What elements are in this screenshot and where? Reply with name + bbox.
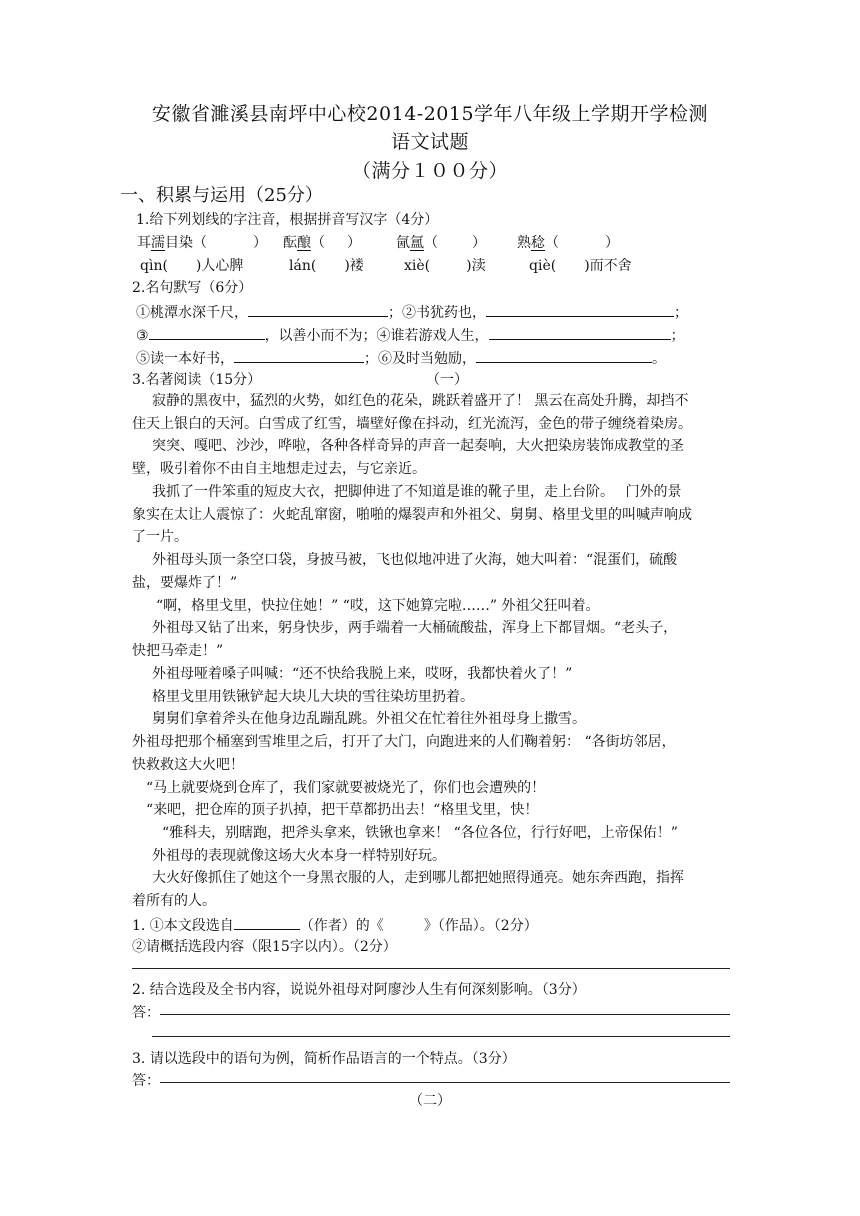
- passage-line: 舅舅们拿着斧头在他身边乱蹦乱跳。外祖父在忙着往外祖母身上撒雪。: [152, 711, 586, 727]
- answer-blank[interactable]: [248, 301, 388, 317]
- passage-line: 我抓了一件笨重的短皮大衣，把脚伸进了不知道是谁的靴子里，走上台阶。 门外的景: [152, 484, 682, 500]
- hanzi-item: lán( )褛: [289, 258, 364, 274]
- passage-line: 住天上银白的天河。白雪成了红雪，墙壁好像在抖动，红光流泻，金色的带子缠绕着染房。: [132, 416, 692, 432]
- part-two-label: （二）: [409, 1093, 451, 1109]
- answer-blank[interactable]: [149, 324, 265, 340]
- answer-line[interactable]: [132, 968, 730, 969]
- passage-line: 大火好像抓住了她这个一身黑衣服的人，走到哪儿都把她照得通亮。她东奔西跑，指挥: [152, 870, 684, 886]
- subquestion-1-2: ②请概括选段内容（限15字以内）。（2分）: [132, 939, 397, 955]
- passage-line: 格里戈里用铁锹铲起大块儿大块的雪往染坊里扔着。: [152, 689, 474, 705]
- answer-blank[interactable]: [486, 301, 674, 317]
- passage-line: 了一片。: [132, 529, 188, 545]
- passage-line: 快救救这大火吧！: [132, 757, 244, 773]
- passage-line: “来吧，把仓库的顶子扒掉，把干草都扔出去！“格里戈里，快！: [146, 802, 539, 818]
- author-blank[interactable]: [234, 914, 300, 930]
- hanzi-item: xiè( )渎: [404, 258, 486, 274]
- recitation-line: ①桃潭水深千尺， ；②书犹药也， ；: [136, 301, 688, 323]
- hanzi-item: qìn( )人心脾: [140, 258, 244, 274]
- passage-line: 盐，要爆炸了！”: [132, 575, 238, 591]
- pinyin-item: 氤氲（ ）: [396, 235, 486, 251]
- passage-line: 外祖母头顶一条空口袋，身披马被，飞也似地冲进了火海，她大叫着：“混蛋们，硫酸: [152, 552, 678, 568]
- answer-blank[interactable]: [489, 324, 671, 340]
- q3-prompt: 3.名著阅读（15分）: [132, 372, 262, 388]
- q1-prompt: 1.给下列划线的字注音，根据拼音写汉字（4分）: [136, 212, 439, 228]
- passage-line: 着所有的人。: [132, 893, 216, 909]
- passage-line: 壁，吸引着你不由自主地想走过去，与它亲近。: [132, 461, 426, 477]
- pinyin-item: 酝酿（ ）: [283, 235, 361, 251]
- passage-line: 象实在太让人震惊了：火蛇乱窜窗，啪啪的爆裂声和外祖父、舅舅、格里戈里的叫喊声响成: [132, 507, 692, 523]
- passage-line: 突突、嘎吧、沙沙，哗啦，各种各样奇异的声音一起奏响，大火把染房装饰成教堂的圣: [152, 438, 684, 454]
- answer-line[interactable]: [160, 1082, 730, 1083]
- recitation-line: ⑤读一本好书， ；⑥及时当勉励， 。: [136, 347, 666, 369]
- answer-blank[interactable]: [234, 347, 364, 363]
- answer-label: 答：: [132, 1005, 160, 1021]
- score-note: （满分１００分）: [351, 160, 508, 182]
- subquestion-3: 3. 请以选段中的语句为例，简析作品语言的一个特点。（3分）: [132, 1051, 516, 1067]
- answer-label: 答：: [132, 1073, 160, 1089]
- passage-line: 外祖母把那个桶塞到雪堆里之后，打开了大门，向跑进来的人们鞠着躬： “各街坊邻居，: [132, 734, 676, 750]
- q2-prompt: 2.名句默写（6分）: [132, 280, 253, 296]
- part-label: （一）: [426, 372, 468, 388]
- passage-line: 外祖母的表现就像这场大火本身一样特别好玩。: [152, 848, 446, 864]
- passage-line: 外祖母哑着嗓子叫喊：“还不快给我脱上来，哎呀，我都快着火了！”: [152, 666, 573, 682]
- subquestion-1: 1. ①本文段选自 （作者）的《 》（作品）。（2分）: [132, 914, 538, 936]
- passage-line: 快把马牵走！”: [132, 643, 224, 659]
- passage-line: 寂静的黑夜中，猛烈的火势，如红色的花朵，跳跃着盛开了！ 黑云在高处升腾，却挡不: [152, 393, 689, 409]
- section-heading: 一、积累与运用（25分）: [120, 185, 323, 206]
- passage-line: “马上就要烧到仓库了，我们家就要被烧光了，你们也会遭殃的！: [146, 780, 546, 796]
- answer-line[interactable]: [160, 1014, 730, 1015]
- answer-blank[interactable]: [476, 347, 652, 363]
- hanzi-item: qiè( )而不舍: [529, 258, 632, 274]
- answer-line[interactable]: [152, 1036, 730, 1037]
- recitation-line: ③ ，以善小而不为；④谁若游戏人生， ；: [136, 324, 685, 346]
- exam-title: 安徽省濉溪县南坪中心校2014-2015学年八年级上学期开学检测: [151, 103, 709, 125]
- subquestion-2: 2. 结合选段及全书内容，说说外祖母对阿廖沙人生有何深刻影响。（3分）: [132, 982, 586, 998]
- pinyin-item: 耳濡目染（ ）: [137, 235, 267, 251]
- passage-line: “雅科夫，别瞎跑，把斧头拿来，铁锹也拿来！ “各位各位，行行好吧，上帝保佑！”: [162, 825, 678, 841]
- passage-line: “啊，格里戈里，快拉住她！” “哎，这下她算完啦……” 外祖父狂叫着。: [156, 598, 600, 614]
- passage-line: 外祖母又钻了出来，躬身快步，两手端着一大桶硫酸盐，浑身上下都冒烟。“老头子，: [152, 620, 678, 636]
- pinyin-item: 熟稔（ ）: [517, 235, 619, 251]
- exam-subtitle: 语文试题: [390, 131, 469, 153]
